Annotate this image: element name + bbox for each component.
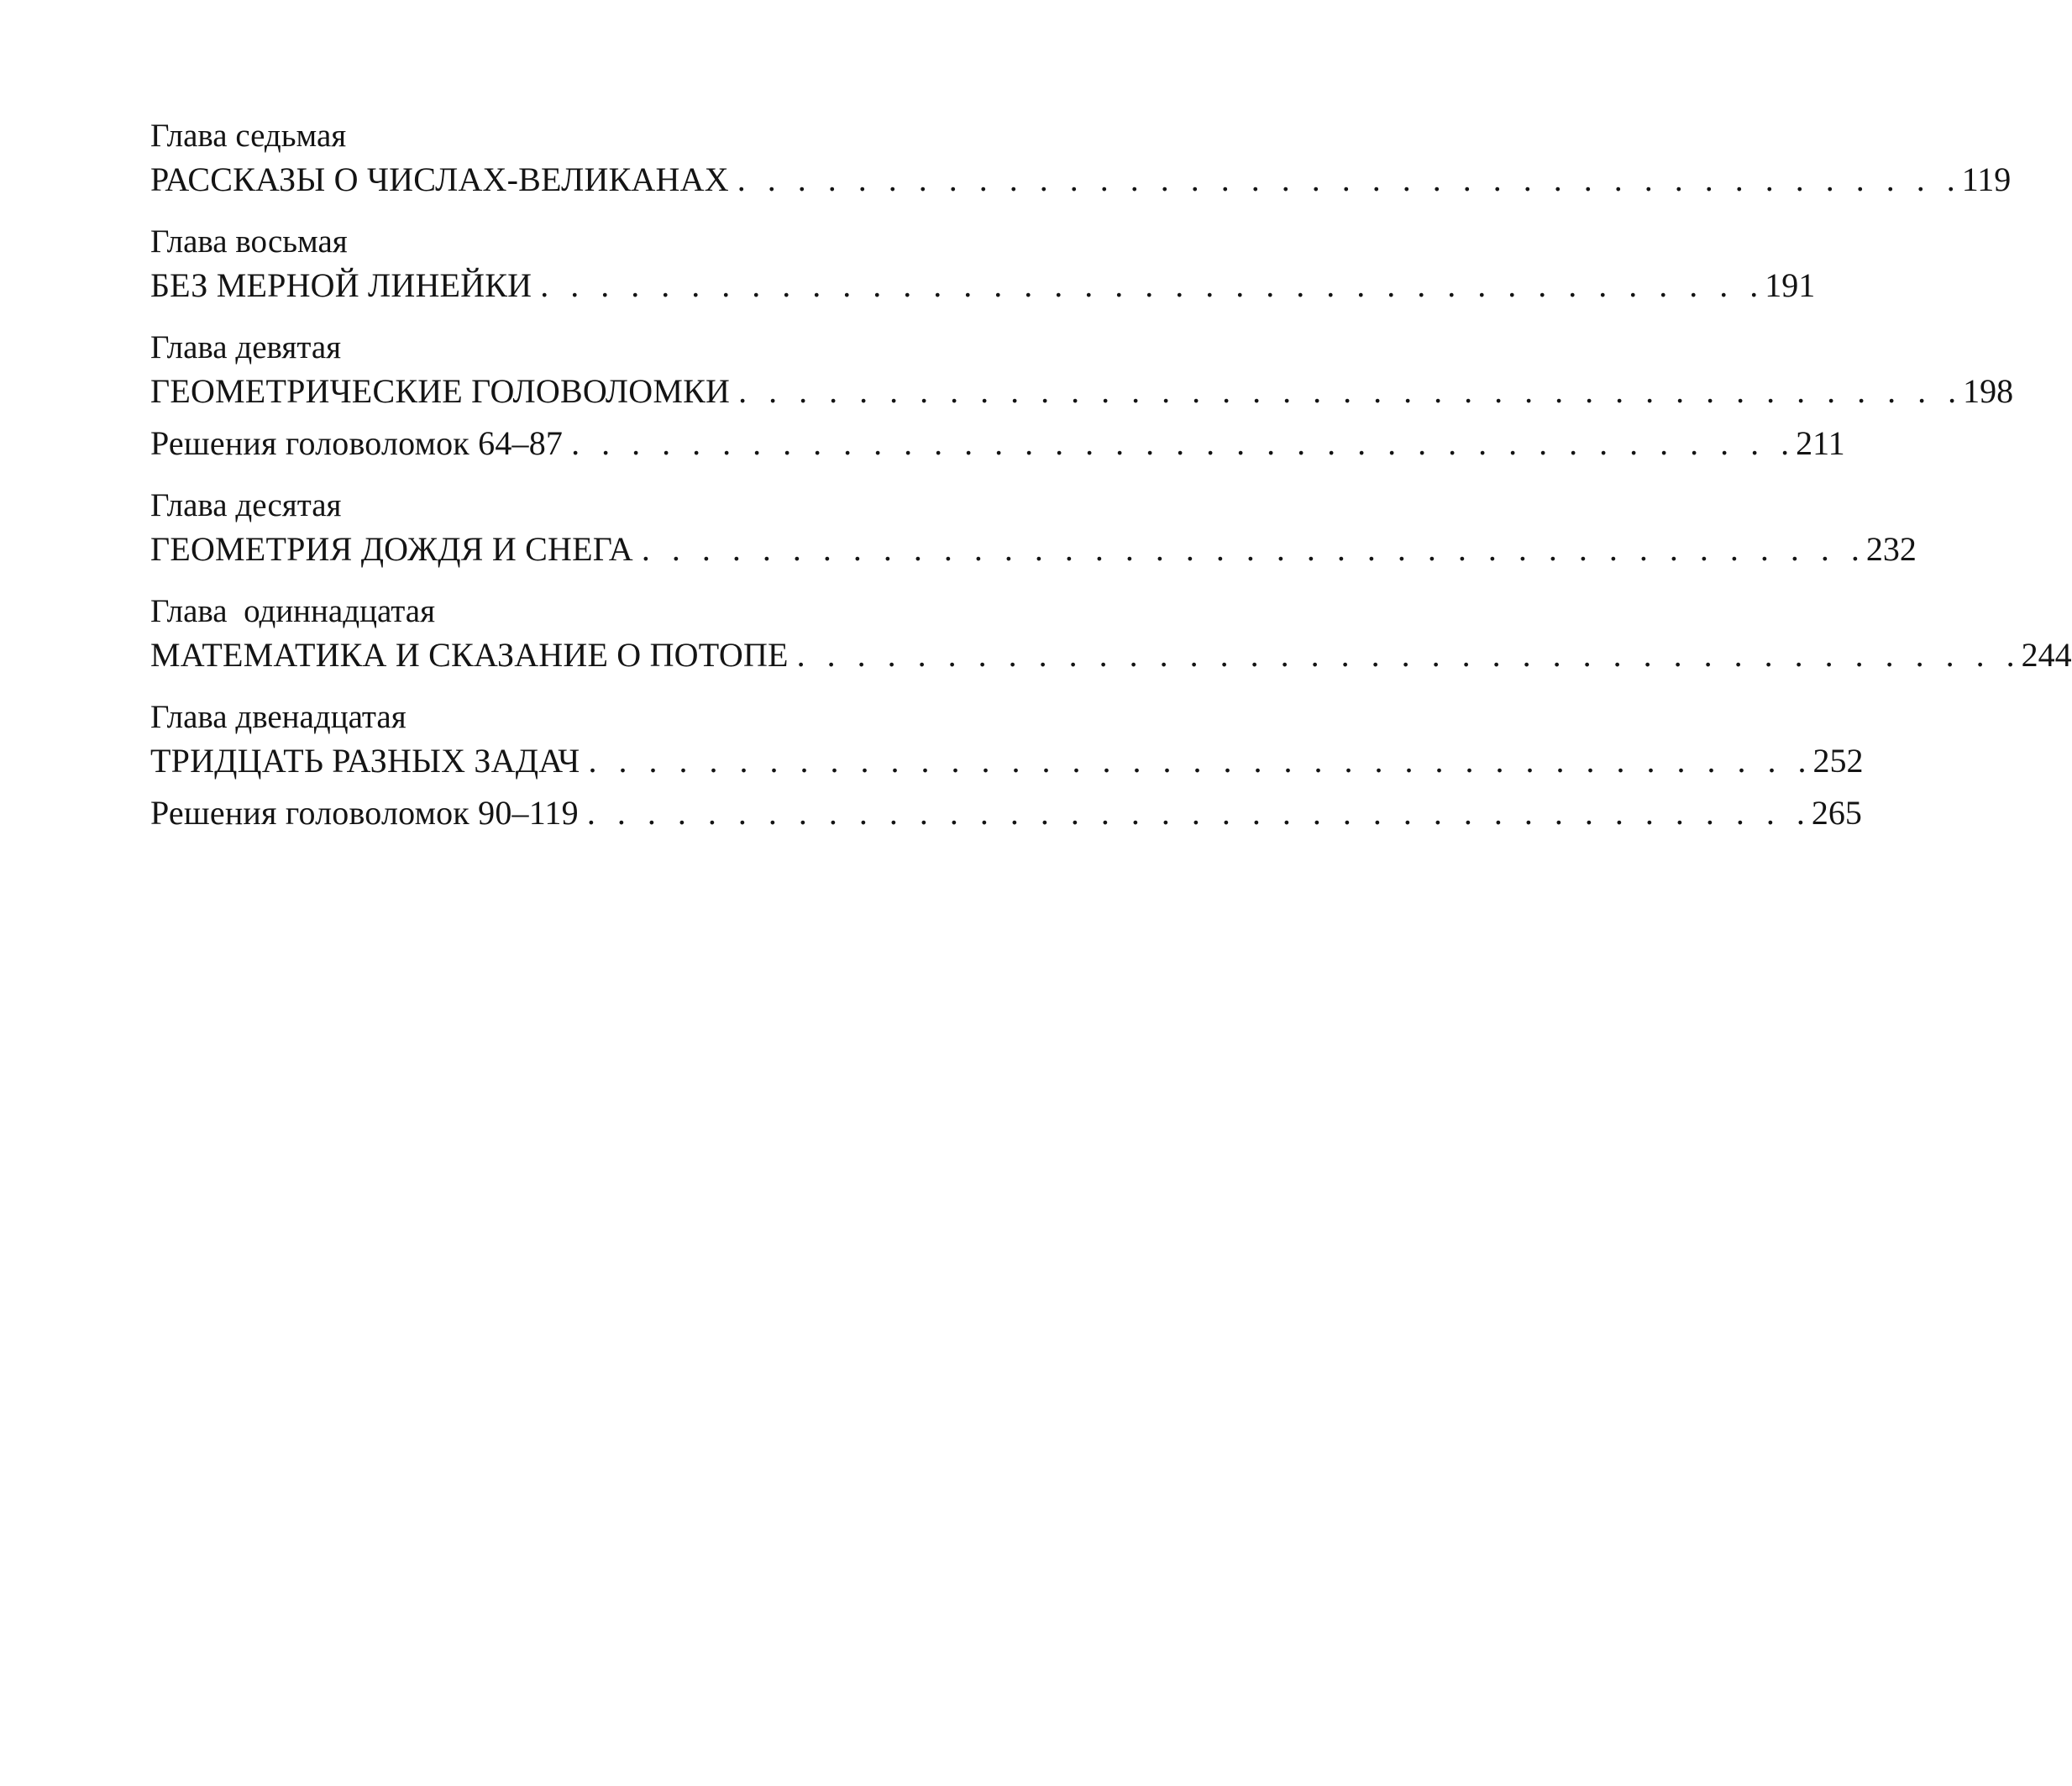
dot-leader: . . . . . . . . . . . . . . . . . . . . . . . . . . . . . . . . . . . . . . . . . xyxy=(641,530,1866,568)
table-of-contents xyxy=(150,116,2072,837)
dot-leader: . . . . . . . . . . . . . . . . . . . . . . . . . . . . . . . . . . . . . . . . . xyxy=(796,636,2022,674)
entry-title: МАТЕМАТИКА И СКАЗАНИЕ О ПОТОПЕ xyxy=(150,636,789,674)
page-number: 265 xyxy=(1811,794,1862,832)
toc-entry-chapter-9 xyxy=(150,368,2014,415)
dot-leader: . . . . . . . . . . . . . . . . . . . . . . . . . . . . . . . . . . . . . . . . . xyxy=(540,266,1765,304)
dot-leader: . . . . . . . . . . . . . . . . . . . . . . . . . . . . . . . . . . . . . . . . . xyxy=(586,794,1812,832)
page-number: 198 xyxy=(1963,372,2014,410)
chapter-8-label: Глава восьмая xyxy=(150,223,348,260)
entry-title: БЕЗ МЕРНОЙ ЛИНЕЙКИ xyxy=(150,266,532,304)
page-number: 211 xyxy=(1796,424,1845,462)
page-number: 232 xyxy=(1865,530,1917,568)
page-number: 191 xyxy=(1765,266,1816,304)
dot-leader: . . . . . . . . . . . . . . . . . . . . . . . . . . . . . . . . . . . . . . . . . xyxy=(737,160,1962,198)
chapter-11-label: Глава одиннадцатая xyxy=(150,593,436,629)
toc-entry-chapter-10 xyxy=(150,526,1917,573)
toc-entry-chapter-7 xyxy=(150,156,2012,203)
dot-leader: . . . . . . . . . . . . . . . . . . . . . . . . . . . . . . . . . . . . . . . . . xyxy=(588,742,1813,780)
chapter-12-label: Глава двенадцатая xyxy=(150,699,407,735)
page-number: 252 xyxy=(1812,742,1864,780)
entry-title: Решения головоломок 90–119 xyxy=(150,794,579,832)
toc-entry-chapter-8 xyxy=(150,262,1816,309)
entry-title: ТРИДЦАТЬ РАЗНЫХ ЗАДАЧ xyxy=(150,742,580,780)
toc-entry-solutions-64-87 xyxy=(150,420,1845,467)
page-number: 119 xyxy=(1961,160,2012,198)
dot-leader: . . . . . . . . . . . . . . . . . . . . . . . . . . . . . . . . . . . . . . . . . xyxy=(571,424,1797,462)
chapter-10-label: Глава десятая xyxy=(150,487,342,523)
entry-title: ГЕОМЕТРИЧЕСКИЕ ГОЛОВОЛОМКИ xyxy=(150,372,731,410)
entry-title: РАССКАЗЫ О ЧИСЛАХ-ВЕЛИКАНАХ xyxy=(150,160,729,198)
chapter-7-label: Глава седьмая xyxy=(150,118,347,154)
dot-leader: . . . . . . . . . . . . . . . . . . . . . . . . . . . . . . . . . . . . . . . . . xyxy=(738,372,1964,410)
toc-entry-chapter-11 xyxy=(150,632,2072,679)
chapter-9-label: Глава девятая xyxy=(150,329,342,365)
page-number: 244 xyxy=(2021,636,2072,674)
entry-title: Решения головоломок 64–87 xyxy=(150,424,564,462)
toc-entry-chapter-12 xyxy=(150,738,1864,785)
entry-title: ГЕОМЕТРИЯ ДОЖДЯ И СНЕГА xyxy=(150,530,633,568)
toc-entry-solutions-90-119 xyxy=(150,790,1862,837)
